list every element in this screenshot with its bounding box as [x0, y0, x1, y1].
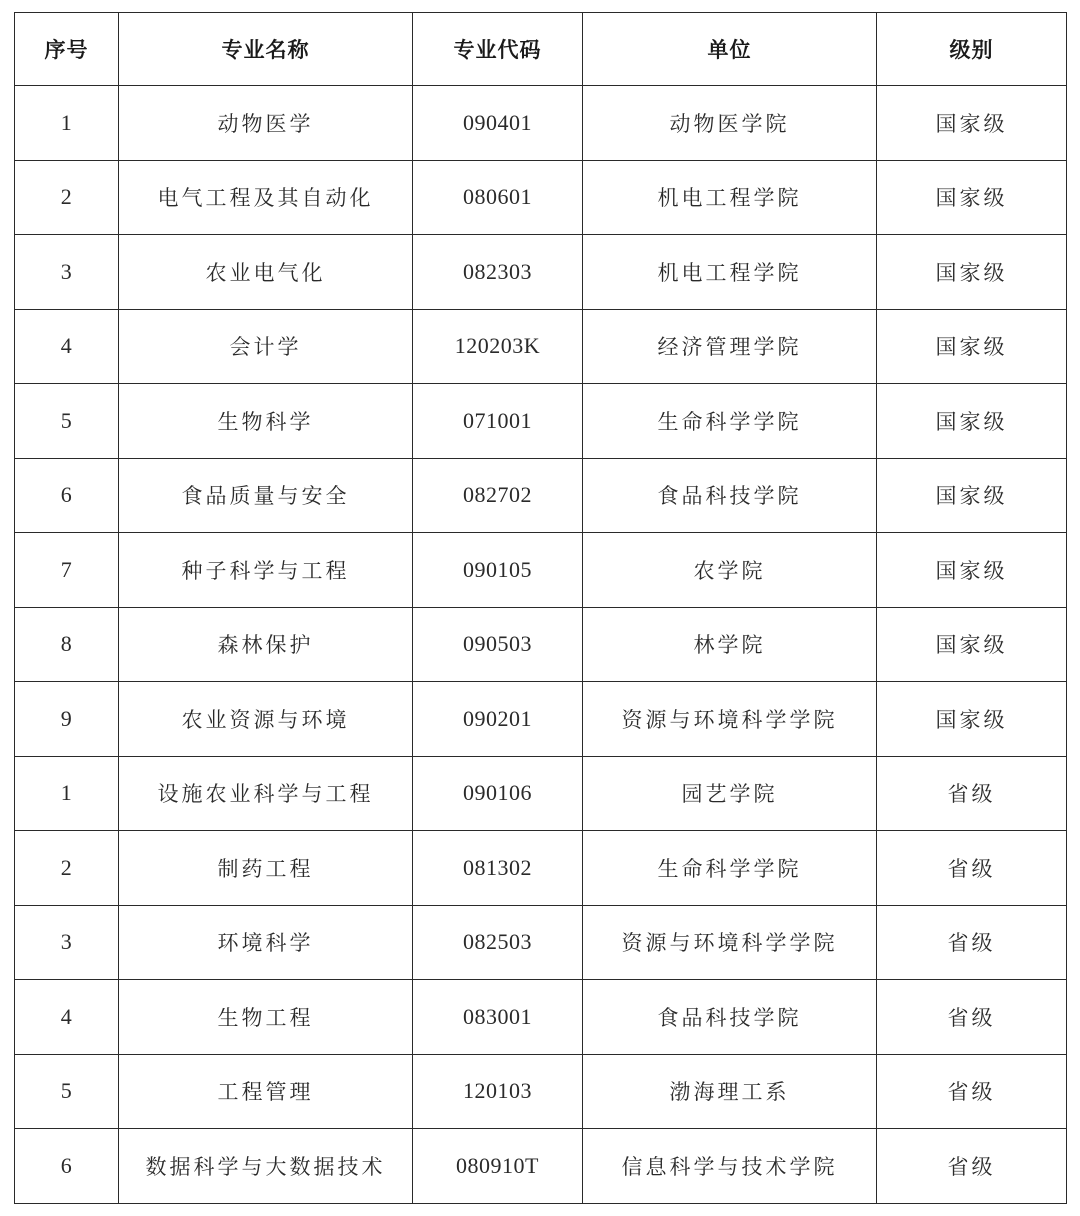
- cell-major-code: 071001: [413, 384, 583, 459]
- cell-major-name: 工程管理: [119, 1054, 413, 1129]
- header-row: [15, 13, 1067, 86]
- header-level: 级别: [877, 13, 1067, 86]
- cell-level: 国家级: [877, 682, 1067, 757]
- table-row: [15, 607, 1067, 682]
- table-row: [15, 980, 1067, 1055]
- cell-major-code: 090201: [413, 682, 583, 757]
- cell-major-code: 082503: [413, 905, 583, 980]
- cell-unit: 信息科学与技术学院: [583, 1129, 877, 1204]
- table-row: [15, 86, 1067, 161]
- cell-major-name: 食品质量与安全: [119, 458, 413, 533]
- cell-index: 4: [15, 309, 119, 384]
- cell-unit: 经济管理学院: [583, 309, 877, 384]
- cell-major-name: 动物医学: [119, 86, 413, 161]
- cell-unit: 资源与环境科学学院: [583, 905, 877, 980]
- cell-unit: 生命科学学院: [583, 384, 877, 459]
- cell-index: 1: [15, 86, 119, 161]
- cell-major-code: 080910T: [413, 1129, 583, 1204]
- cell-major-code: 090503: [413, 607, 583, 682]
- cell-level: 国家级: [877, 384, 1067, 459]
- table-container: [14, 12, 1066, 1204]
- cell-level: 省级: [877, 1054, 1067, 1129]
- cell-major-name: 生物科学: [119, 384, 413, 459]
- cell-unit: 渤海理工系: [583, 1054, 877, 1129]
- cell-level: 国家级: [877, 607, 1067, 682]
- table-row: [15, 160, 1067, 235]
- cell-unit: 园艺学院: [583, 756, 877, 831]
- cell-level: 国家级: [877, 533, 1067, 608]
- cell-major-name: 森林保护: [119, 607, 413, 682]
- table-row: [15, 756, 1067, 831]
- cell-level: 国家级: [877, 235, 1067, 310]
- cell-unit: 机电工程学院: [583, 235, 877, 310]
- table-row: [15, 533, 1067, 608]
- cell-major-code: 120103: [413, 1054, 583, 1129]
- table-body: [15, 86, 1067, 1204]
- header-unit: 单位: [583, 13, 877, 86]
- cell-index: 8: [15, 607, 119, 682]
- cell-level: 省级: [877, 980, 1067, 1055]
- cell-major-name: 农业电气化: [119, 235, 413, 310]
- cell-index: 5: [15, 1054, 119, 1129]
- cell-index: 3: [15, 905, 119, 980]
- cell-major-name: 会计学: [119, 309, 413, 384]
- cell-major-code: 082702: [413, 458, 583, 533]
- cell-unit: 资源与环境科学学院: [583, 682, 877, 757]
- cell-major-code: 081302: [413, 831, 583, 906]
- cell-major-name: 数据科学与大数据技术: [119, 1129, 413, 1204]
- cell-major-name: 环境科学: [119, 905, 413, 980]
- cell-level: 省级: [877, 1129, 1067, 1204]
- cell-unit: 生命科学学院: [583, 831, 877, 906]
- cell-major-name: 农业资源与环境: [119, 682, 413, 757]
- table-row: [15, 682, 1067, 757]
- cell-level: 省级: [877, 831, 1067, 906]
- cell-index: 2: [15, 831, 119, 906]
- cell-level: 国家级: [877, 309, 1067, 384]
- cell-major-code: 120203K: [413, 309, 583, 384]
- cell-major-code: 080601: [413, 160, 583, 235]
- cell-major-name: 设施农业科学与工程: [119, 756, 413, 831]
- cell-major-code: 083001: [413, 980, 583, 1055]
- cell-unit: 农学院: [583, 533, 877, 608]
- majors-table: [14, 12, 1067, 1204]
- cell-level: 省级: [877, 756, 1067, 831]
- cell-unit: 林学院: [583, 607, 877, 682]
- cell-major-code: 082303: [413, 235, 583, 310]
- table-row: [15, 1054, 1067, 1129]
- table-row: [15, 831, 1067, 906]
- header-major-code: 专业代码: [413, 13, 583, 86]
- cell-unit: 食品科技学院: [583, 980, 877, 1055]
- cell-index: 6: [15, 458, 119, 533]
- cell-major-name: 种子科学与工程: [119, 533, 413, 608]
- table-row: [15, 309, 1067, 384]
- cell-level: 省级: [877, 905, 1067, 980]
- cell-index: 1: [15, 756, 119, 831]
- cell-index: 7: [15, 533, 119, 608]
- table-row: [15, 1129, 1067, 1204]
- cell-level: 国家级: [877, 458, 1067, 533]
- cell-major-name: 生物工程: [119, 980, 413, 1055]
- cell-major-name: 制药工程: [119, 831, 413, 906]
- table-row: [15, 384, 1067, 459]
- cell-major-code: 090105: [413, 533, 583, 608]
- table-row: [15, 235, 1067, 310]
- cell-major-name: 电气工程及其自动化: [119, 160, 413, 235]
- cell-unit: 机电工程学院: [583, 160, 877, 235]
- cell-index: 6: [15, 1129, 119, 1204]
- cell-major-code: 090106: [413, 756, 583, 831]
- cell-level: 国家级: [877, 86, 1067, 161]
- cell-major-code: 090401: [413, 86, 583, 161]
- cell-index: 9: [15, 682, 119, 757]
- table-row: [15, 905, 1067, 980]
- cell-unit: 动物医学院: [583, 86, 877, 161]
- cell-index: 5: [15, 384, 119, 459]
- table-header: [15, 13, 1067, 86]
- header-index: 序号: [15, 13, 119, 86]
- cell-unit: 食品科技学院: [583, 458, 877, 533]
- cell-index: 4: [15, 980, 119, 1055]
- cell-index: 2: [15, 160, 119, 235]
- cell-index: 3: [15, 235, 119, 310]
- table-row: [15, 458, 1067, 533]
- header-major-name: 专业名称: [119, 13, 413, 86]
- cell-level: 国家级: [877, 160, 1067, 235]
